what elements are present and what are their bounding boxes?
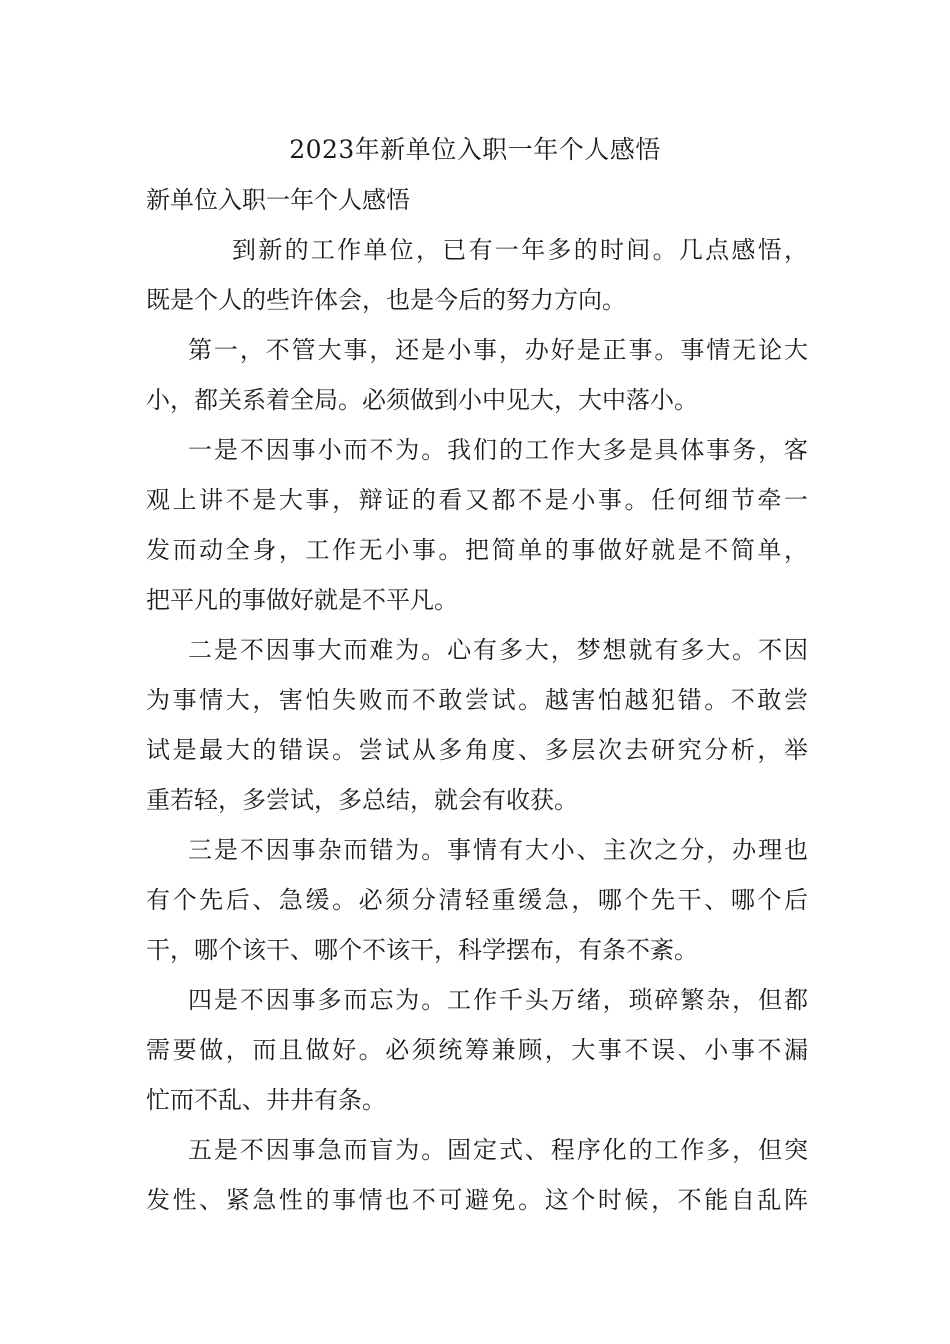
body-line: 发而动全身，工作无小事。把简单的事做好就是不简单，: [146, 536, 808, 564]
body-line: 忙而不乱、井井有条。: [146, 1086, 386, 1114]
body-line: 四是不因事多而忘为。工作千头万绪，琐碎繁杂，但都: [188, 986, 808, 1014]
body-line: 发性、紧急性的事情也不可避免。这个时候，不能自乱阵: [146, 1186, 808, 1214]
body-line: 二是不因事大而难为。心有多大，梦想就有多大。不因: [188, 636, 808, 664]
body-line: 试是最大的错误。尝试从多角度、多层次去研究分析，举: [146, 736, 808, 764]
body-line: 三是不因事杂而错为。事情有大小、主次之分，办理也: [188, 836, 808, 864]
body-line: 五是不因事急而盲为。固定式、程序化的工作多，但突: [188, 1136, 808, 1164]
document-subtitle: 新单位入职一年个人感悟: [146, 186, 410, 214]
body-line: 为事情大，害怕失败而不敢尝试。越害怕越犯错。不敢尝: [146, 686, 808, 714]
body-line: 观上讲不是大事，辩证的看又都不是小事。任何细节牵一: [146, 486, 808, 514]
body-line: 第一，不管大事，还是小事，办好是正事。事情无论大: [188, 336, 808, 364]
body-line: 一是不因事小而不为。我们的工作大多是具体事务，客: [188, 436, 808, 464]
document-title: 2023年新单位入职一年个人感悟: [289, 135, 661, 164]
body-line: 到新的工作单位，已有一年多的时间。几点感悟，: [232, 236, 808, 264]
body-line: 干，哪个该干、哪个不该干，科学摆布，有条不紊。: [146, 936, 698, 964]
body-line: 把平凡的事做好就是不平凡。: [146, 586, 458, 614]
body-line: 小，都关系着全局。必须做到小中见大，大中落小。: [146, 386, 698, 414]
body-line: 既是个人的些许体会，也是今后的努力方向。: [146, 286, 626, 314]
body-line: 需要做，而且做好。必须统筹兼顾，大事不误、小事不漏: [146, 1036, 808, 1064]
body-line: 有个先后、急缓。必须分清轻重缓急，哪个先干、哪个后: [146, 886, 808, 914]
body-line: 重若轻，多尝试，多总结，就会有收获。: [146, 786, 578, 814]
